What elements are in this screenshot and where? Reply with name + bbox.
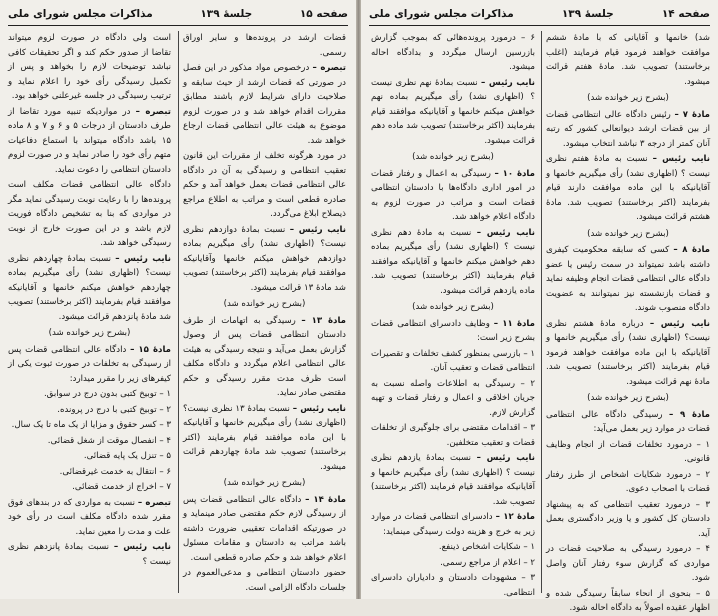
paragraph-lead: مادهٔ ۷ – (674, 109, 710, 120)
paragraph-lead: تبصره – (312, 63, 346, 73)
paragraph: ۵ – تنزل یک پایه قضائی. (83, 451, 171, 461)
paragraph-lead: مادهٔ ۹ – (669, 409, 710, 420)
column-divider (541, 31, 542, 593)
reading-note: (بشرح زیر خوانده شد) (587, 393, 669, 403)
paragraph: ۳ – مشهودات دادستان و دادیاران دادسرای انتظامی. (371, 573, 535, 598)
column-divider (178, 31, 179, 593)
paragraph-body: در مواردیکه تنبیه مورد تقاضا از طرف دادستان از درجات ۵ و ۶ و ۷ و ۸ ماده ۱۵ باشد دادگاه میتواند با استماع دفاعیات متهم رأی خود را صادر نماید و در صورت لزوم دادستان انتظامی را دعوت نماید. (8, 106, 171, 175)
paragraph: است ولی دادگاه در صورت لزوم میتواند تقاضا از صدور حکم کند و اگر تحقیقات کافی نباشد توضیحات لازم را بخواهد و پس از تکمیل رسیدگی رأی خود را اعلام نماید و ترتیب رسیدگی در جلسه غیرعلنی خواهد بود. (8, 33, 171, 101)
paragraph: شد) خانمها و آقایانی که با مادهٔ ششم موافقت خواهند فرمود قیام فرمایند (اغلب برخاستند) تصویب شد. مادهٔ هفتم قرائت میشود. (546, 33, 710, 87)
paragraph: ۱ – توبیخ کتبی بدون درج در سوابق. (43, 389, 171, 399)
paragraph (183, 61, 346, 148)
paragraph: در مورد هرگونه تخلف از مقررات این قانون تعقیب انتظامی و رسیدگی به آن در دادگاه عالی انتظامی قضات بعمل خواهد آمد و حکم صادره قطعی است و مراتب به اطلاع مراجع ذیصلاح ابلاغ می‌گردد. (183, 151, 346, 219)
paragraph: ۳ – اقدامات مقتضی برای جلوگیری از تخلفات قضات و تعقیب متخلفین. (371, 423, 535, 448)
paragraph (8, 496, 171, 540)
paragraph: ۱ – شکایات اشخاص ذینفع. (438, 542, 535, 552)
paragraph: ۳ – کسر حقوق و مزایا از یک ماه تا یک سال. (11, 420, 171, 430)
paragraph (371, 226, 535, 299)
page-header (8, 3, 348, 26)
paragraph (371, 317, 535, 346)
paragraph: ۳ – درمورد تعقیب انتظامی که به پیشنهاد دادستان کل کشور و یا وزیر دادگستری بعمل آید. (546, 499, 710, 539)
paragraph (8, 540, 171, 569)
paragraph-body: رسیدگی به اتهامات از طرف دادستان انتظامی قضات پس از وصول گزارش بعمل می‌آید و نتیجه رسیدگی به هیئت عالی انتظامی اعلام میگردد و دادگاه مکلف است ظرف مدت مقرر رسیدگی و حکم مقتضی صادر نماید. (183, 315, 346, 398)
paragraph (546, 317, 710, 390)
text-column-right (183, 31, 346, 595)
running-title: مذاکرات مجلس شورای ملی (8, 8, 153, 20)
paragraph: ۶ – انتقال به خدمت غیرقضائی. (59, 466, 171, 477)
reading-note: (بشرح زیر خوانده شد) (587, 228, 669, 239)
paragraph (546, 408, 710, 437)
paragraph: ۲ – رسیدگی به اطلاعات واصله نسبت به جریان اخلاقی و اعمال و رفتار قضات و تهیه گزارش لازم. (371, 378, 535, 418)
paragraph-lead: نایب رئیس – (652, 154, 711, 164)
text-column-left (8, 31, 171, 595)
reading-note: (بشرح زیر خوانده شد) (223, 299, 306, 309)
paragraph (8, 105, 171, 178)
paragraph-lead: مادهٔ ۱۳ – (301, 315, 346, 326)
paragraph: ۵ – بنحوی از انحاء سابقاً رسیدگی شده و اظهار عقیده اصولاً به دادگاه احاله شود. (546, 588, 710, 613)
paragraph (371, 167, 535, 225)
paragraph-lead: تبصره – (135, 106, 171, 117)
paragraph-body: درباره مادهٔ هشتم نظری نیست؟ (اظهاری نشد) رأی میگیریم خانمها و آقایانیکه با این ماده موافقت خواهند فرمود قیام بفرمایند (اکثر برخاستند) تصویب شد. مادهٔ نهم قرائت میشود. (546, 318, 710, 387)
text-column-left (371, 31, 536, 598)
text-column-right (546, 31, 711, 613)
paragraph-body: درخصوص مواد مذکور در این فصل در صورتی که قضات ارشد از حیث سابقه و صلاحیت دارای شرایط لازم باشند مطابق مقررات اقدام خواهد شد و در صورت لزوم موضوع به هیئت عالی انتظامی قضات ارجاع خواهد شد. (183, 63, 346, 146)
paragraph-lead: نایب رئیس – (476, 227, 535, 238)
page-header (369, 3, 710, 26)
paragraph-lead: نایب رئیس – (289, 224, 347, 235)
paragraph: ۶ – درمورد پرونده‌هائی که بموجب گزارش بازرسین ارسال میگردد و بدادگاه احاله میشود. (371, 33, 535, 72)
paragraph: حضور دادستان انتظامی و مدعی‌العموم در جلسات دادگاه الزامی است. (183, 568, 346, 593)
paragraph-body: دادگاه عالی انتظامی قضات پس از رسیدگی به تخلفات در صورت ثبوت یکی از کیفرهای زیر را مقرر میدارد: (8, 344, 171, 384)
paragraph-lead: نایب رئیس – (115, 253, 172, 264)
paragraph (8, 343, 171, 387)
left-page (0, 0, 356, 599)
session-number: جلسهٔ ۱۳۹ (561, 8, 614, 20)
paragraph-body: دادگاه عالی انتظامی قضات پس از رسیدگی لازم حکم مقتضی صادر مینماید و در صورتیکه اقدامات تعقیبی ضرورت داشته باشد مراتب به دادستان و مقامات مسئول اعلام خواهد شد و حکم صادره قطعی است. (183, 494, 346, 563)
paragraph: ۱ – درمورد تخلفات قضات از انجام وظایف قانونی. (546, 439, 710, 464)
paragraph (183, 402, 346, 475)
paragraph-body: رسیدگی به اعمال و رفتار قضات در امور اداری دادگاه‌ها با دادستان انتظامی قضات است و مراتب در صورت لزوم به دادگاه اعلام خواهد شد. (371, 168, 535, 222)
paragraph-lead: نایب رئیس – (480, 77, 535, 88)
paragraph: ۲ – اعلام از مراجع رسمی. (440, 557, 535, 568)
paragraph-lead: نایب رئیس – (292, 403, 347, 414)
paragraph: ۷ – اخراج از خدمت قضائی. (72, 482, 171, 492)
paragraph-body: وظایف دادسرای انتظامی قضات بشرح زیر است: (371, 318, 535, 343)
reading-note: (بشرح زیر خوانده شد) (412, 152, 494, 162)
paragraph (8, 252, 171, 325)
paragraph-body: نسبت بمادهٔ پانزدهم نظری نیست ؟ (8, 542, 171, 567)
paragraph-body: نسبت به مواردی که در بندهای فوق مقرر شده دادگاه مکلف است در رأی خود علت و مدت را معین نماید. (8, 497, 171, 537)
paragraph-lead: نایب رئیس – (113, 542, 171, 552)
paragraph-lead: مادهٔ ۱۰ – (494, 168, 535, 179)
paragraph-body: کسی که سابقه محکومیت کیفری داشته باشد نمیتواند در سمت رئیس یا عضو دادگاه عالی انتظامی قضات انجام وظیفه نماید و قضات بازنشسته نیز نمیتوانند به عضویت دادگاه منصوب شوند. (546, 245, 710, 313)
paragraph-body: نسبت بمادهٔ دوازدهم نظری نیست؟ (اظهاری نشد) رأی میگیریم بماده دوازدهم خواهش میکنم خانمها وآقایانیکه موافقند قیام بفرمایند (اکثر برخاستند) تصویب شد مادهٔ ۱۳ قرائت میشود. (183, 224, 346, 293)
session-number: جلسهٔ ۱۳۹ (200, 8, 253, 20)
paragraph: ۴ – انفصال موقت از شغل قضائی. (47, 435, 171, 446)
paragraph (183, 314, 346, 401)
paragraph (183, 223, 346, 296)
paragraph-body: نسبت بمادهٔ ۱۳ نظری نیست؟ (اظهاری نشد) رأی میگیریم خانمها و آقایانیکه با این ماده موافقند قیام بفرمایند (اکثر برخاستند) تصویب شد مادهٔ چهاردهم قرائت میشود. (183, 403, 346, 472)
paragraph (546, 243, 710, 316)
paragraph (371, 76, 535, 149)
paragraph-body: نسبت بمادهٔ چهاردهم نظری نیست؟ (اظهاری نشد) رأی میگیریم بماده چهاردهم خواهش میکنم خانمها و آقایانیکه موافقند قیام بفرمایند (اکثر برخاستند) تصویب شد مادهٔ پانزدهم قرائت میشود. (8, 253, 171, 322)
paragraph: قضات ارشد در پرونده‌ها و سایر اوراق رسمی. (183, 33, 346, 58)
paragraph: ۱ – بازرسی بمنظور کشف تخلفات و تقصیرات انتظامی قضات و تعقیب آنان. (371, 348, 535, 373)
paragraph-body: رئیس دادگاه عالی انتظامی قضات از بین قضات ارشد دیوانعالی کشور که رتبه آنان کمتر از درجه ۳ نباشد انتخاب میشود. (546, 109, 710, 149)
paragraph-body: نسبت به مادهٔ هفتم نظری نیست ؟ (اظهاری نشد) رأی میگیریم خانمها و آقایانیکه با این ماده موافقت دارند قیام بفرمایند (اکثر برخاستند) تصویب شد. مادهٔ هشتم قرائت میشود. (546, 154, 710, 222)
paragraph-lead: نایب رئیس – (649, 318, 710, 329)
paragraph-lead: مادهٔ ۱۴ – (305, 494, 346, 505)
paragraph (546, 152, 710, 225)
paragraph (371, 510, 535, 539)
paragraph-body: نسبت بمادهٔ نهم نظری نیست ؟ (اظهاری نشد) رأی میگیریم بماده نهم خواهش میکنم خانمها و آقایانیکه موافقند قیام بفرمایند (اکثر برخاستند) تصویب شد ماده دهم قرائت میشود. (371, 77, 535, 146)
reading-note: (بشرح زیر خوانده شد) (587, 93, 669, 103)
paragraph-body: دادسرای انتظامی قضات در موارد زیر به خرج و هزینه دولت رسیدگی مینماید: (371, 512, 535, 537)
paragraph-lead: تبصره – (137, 497, 172, 508)
paragraph (183, 493, 346, 566)
paragraph (546, 108, 710, 152)
paragraph-body: رسیدگی دادگاه عالی انتظامی قضات در موارد زیر بعمل می‌آید: (546, 409, 710, 434)
paragraph: ۴ – درمورد رسیدگی به صلاحیت قضات در مواردی که گزارش سوء رفتار آنان واصل شود. (546, 544, 710, 583)
paragraph (371, 451, 535, 509)
paragraph-lead: مادهٔ ۱۱ – (493, 318, 535, 329)
reading-note: (بشرح زیر خوانده شد) (223, 478, 306, 488)
paragraph-body: نسبت به مادهٔ دهم نظری نیست ؟ (اظهاری نشد) رأی میگیریم بماده دهم خواهش میکنم خانمها و آقایانیکه موافقند قیام بفرمایند (اکثر برخاستند) تصویب شد. ماده یازدهم قرائت میشود. (371, 227, 535, 296)
paragraph: ۲ – توبیخ کتبی با درج در پرونده. (57, 404, 171, 415)
paragraph-lead: نایب رئیس – (476, 453, 535, 463)
paragraph-body: نسبت بمادهٔ یازدهم نظری نیست ؟ (اظهاری نشد) رأی میگیریم خانمها و آقایانیکه موافقند قیام فرمایند (اکثر برخاستند) تصویب شد. (371, 453, 535, 507)
reading-note: (بشرح زیر خوانده شد) (412, 302, 494, 312)
paragraph-lead: مادهٔ ۱۵ – (130, 344, 171, 355)
paragraph: دادگاه عالی انتظامی قضات مکلف است پرونده‌ها را با رعایت نوبت رسیدگی نماید مگر در مواردی که بنا به تشخیص دادگاه فوریت لازم باشد و در این صورت خارج از نوبت رسیدگی خواهد شد. (8, 180, 171, 248)
paragraph: ۲ – درمورد شکایات اشخاص از طرز رفتار قضات با اصحاب دعوی. (546, 469, 710, 494)
paragraph-lead: مادهٔ ۱۲ – (495, 512, 536, 522)
reading-note: (بشرح زیر خوانده شد) (48, 328, 131, 338)
page-number: صفحه ۱۴ (661, 8, 710, 20)
running-title: مذاکرات مجلس شورای ملی (369, 8, 514, 20)
right-page (361, 0, 718, 613)
paragraph-lead: مادهٔ ۸ – (673, 245, 710, 255)
page-number: صفحه ۱۵ (299, 8, 348, 20)
